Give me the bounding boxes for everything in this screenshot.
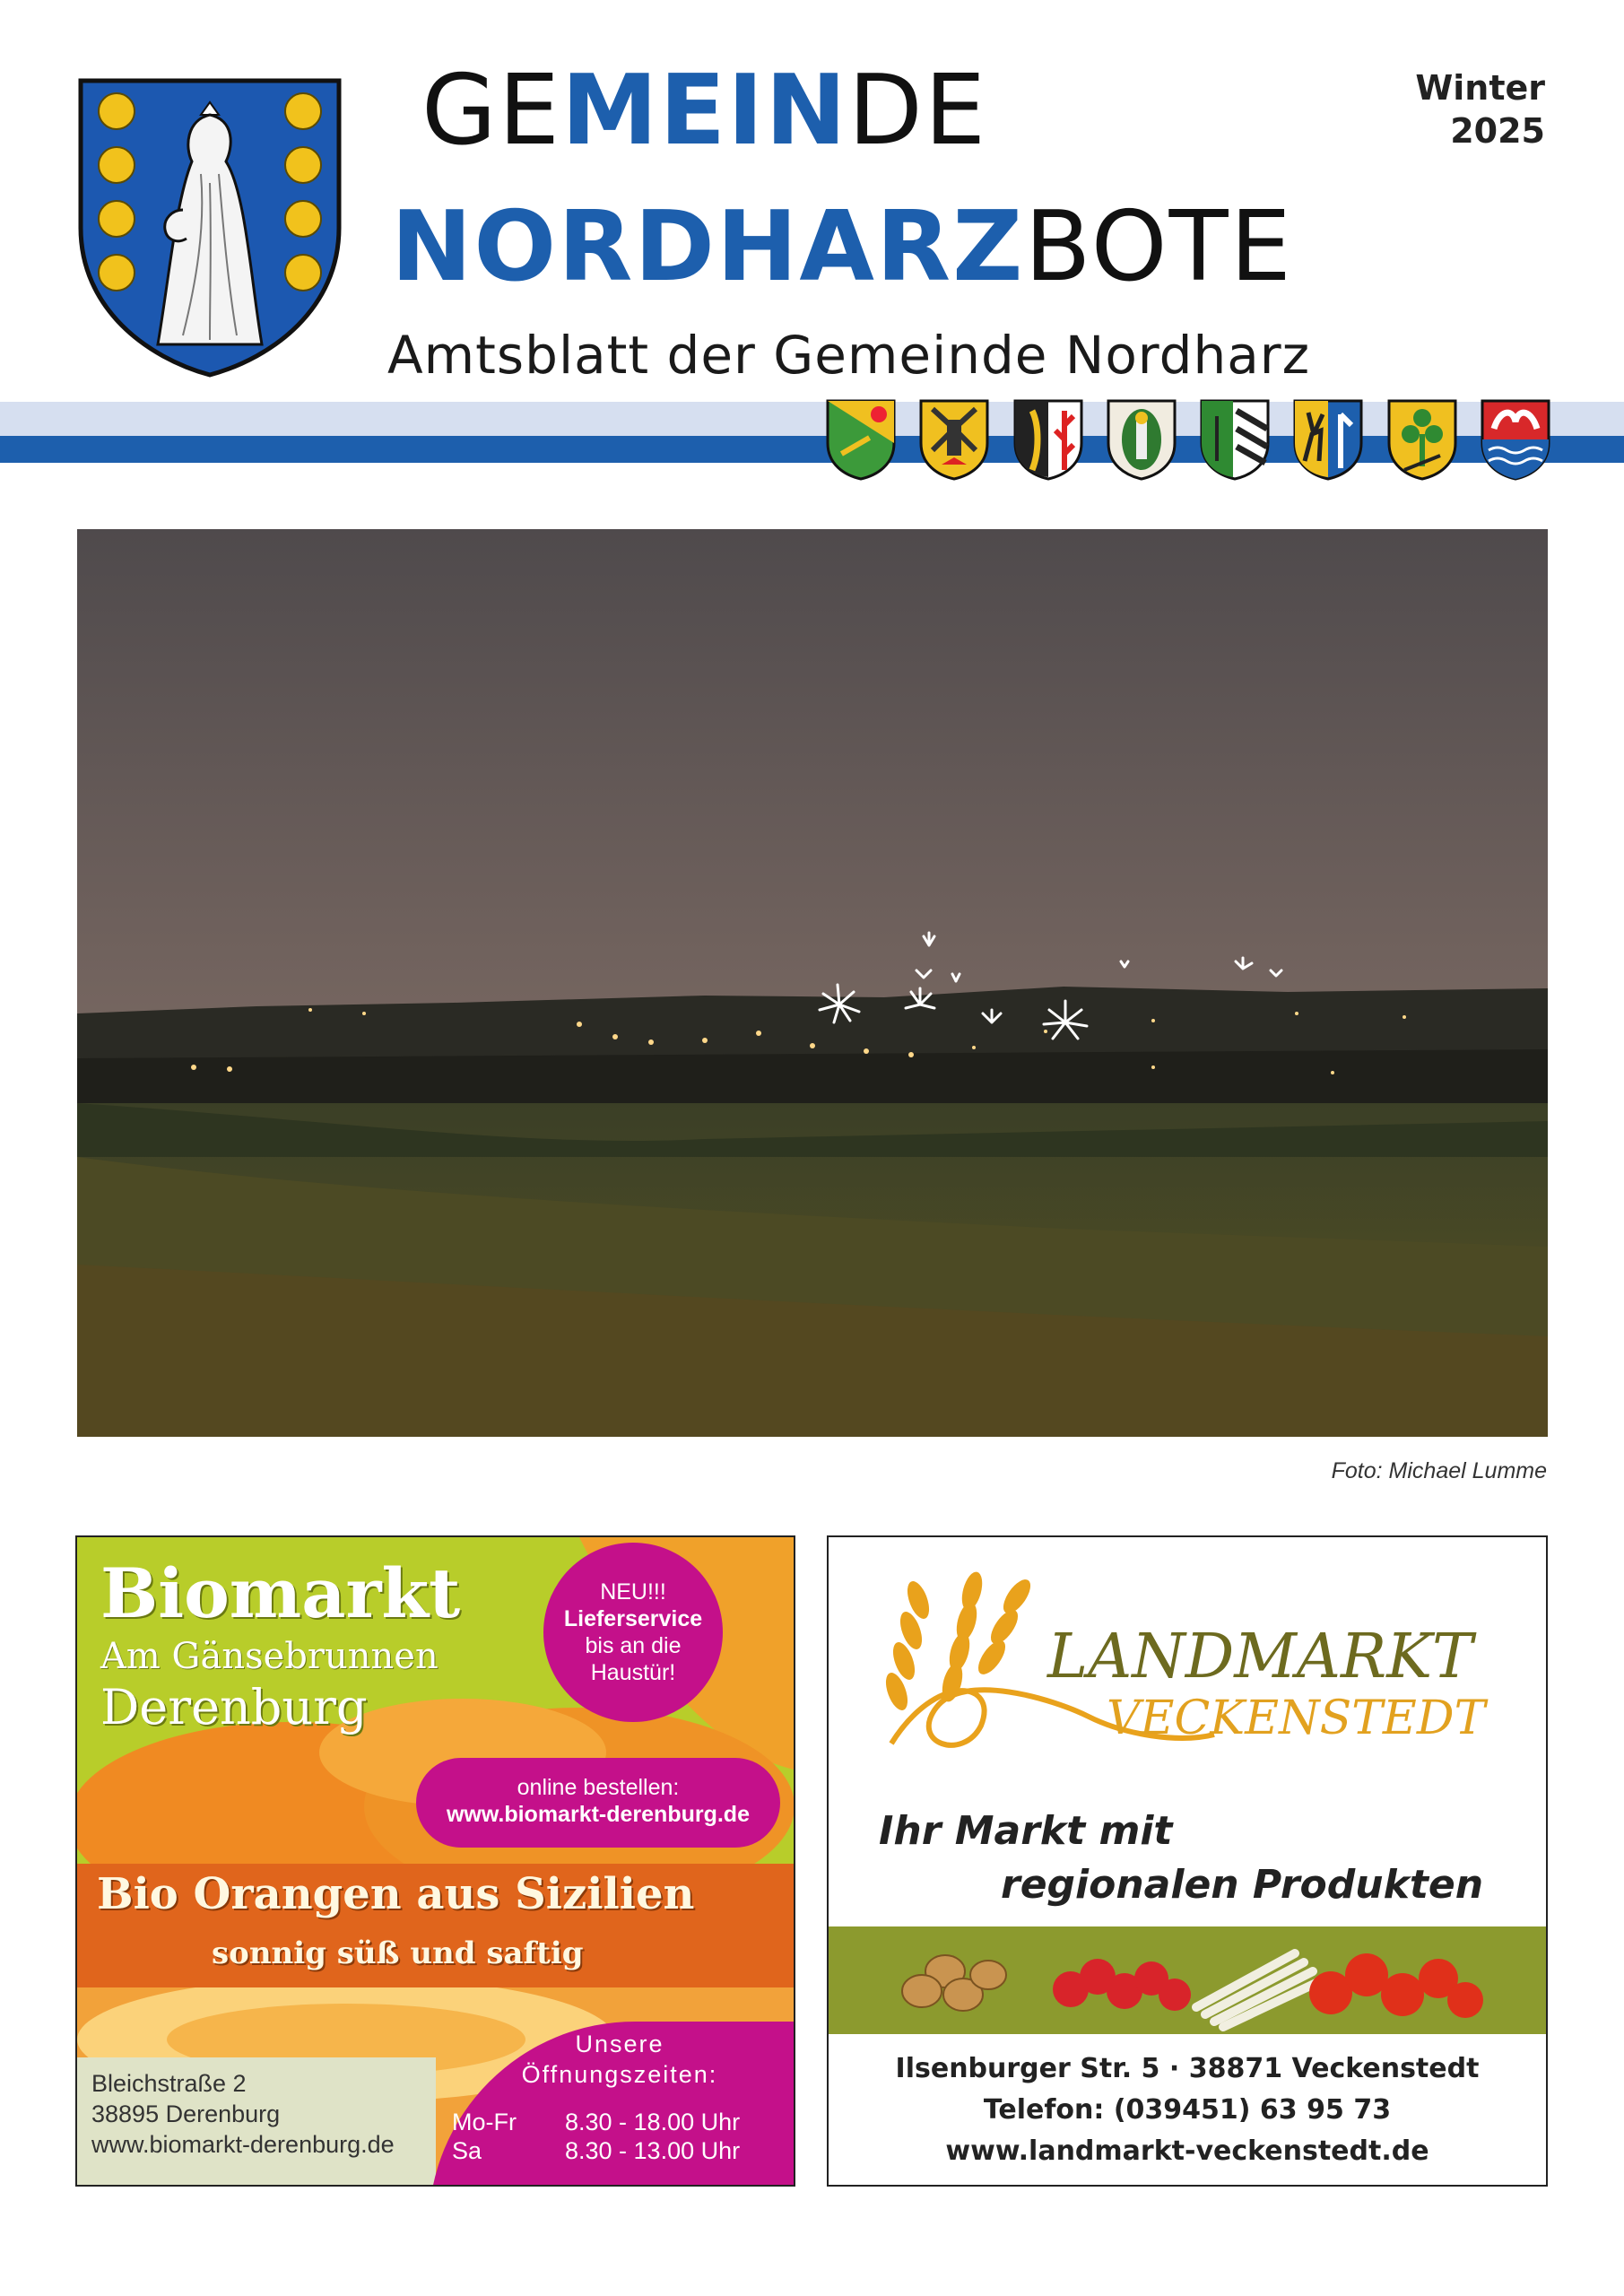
badge-line: Lieferservice (563, 1606, 703, 1631)
opening-hours-list (452, 2108, 740, 2165)
municipality-crest (75, 75, 344, 380)
masthead-title-highlight: NORDHARZ (391, 191, 1025, 303)
issue-date (1415, 66, 1545, 152)
masthead-title-part: DE (847, 55, 988, 167)
masthead-title-part: GE (421, 55, 561, 167)
district-crest (1012, 398, 1084, 481)
district-crests (825, 398, 1551, 481)
district-crest (1199, 398, 1271, 481)
address-line: 38895 Derenburg (91, 2100, 281, 2127)
address-line: Bleichstraße 2 (91, 2070, 247, 2097)
landmarkt-advert[interactable] (827, 1535, 1548, 2187)
cover-photo (77, 529, 1548, 1437)
hours-title-line: Öffnungszeiten: (521, 2061, 718, 2088)
delivery-service-badge (543, 1543, 723, 1722)
landmarkt-phone[interactable]: Telefon: (039451) 63 95 73 (983, 2094, 1392, 2126)
landmarkt-location: VECKENSTEDT (1107, 1692, 1486, 1745)
hours-row (452, 2136, 740, 2165)
masthead-title-part: BOTE (1024, 191, 1293, 303)
biomarkt-address (91, 2068, 395, 2160)
hours-days: Sa (452, 2137, 482, 2164)
online-order-pill[interactable] (416, 1758, 780, 1848)
online-order-label: online bestellen: (517, 1775, 680, 1800)
issue-season: Winter (1415, 68, 1545, 108)
products-illustration (829, 1926, 1548, 2034)
district-crest (1386, 398, 1458, 481)
online-order-link[interactable]: www.biomarkt-derenburg.de (446, 1802, 750, 1827)
district-crest (1480, 398, 1551, 481)
biomarkt-headline: Bio Orangen aus Sizilien (97, 1869, 695, 1919)
landmarkt-web-link[interactable]: www.landmarkt-veckenstedt.de (945, 2135, 1429, 2167)
district-crest (1106, 398, 1177, 481)
hours-days: Mo-Fr (452, 2109, 517, 2135)
landmarkt-contact (829, 2048, 1546, 2172)
biomarkt-advert[interactable] (75, 1535, 795, 2187)
masthead-title-line1 (421, 55, 988, 167)
hours-time: 8.30 - 13.00 Uhr (565, 2137, 741, 2164)
biomarkt-name: Biomarkt (100, 1553, 461, 1633)
opening-hours-title (490, 2029, 750, 2090)
products-band (829, 1926, 1548, 2034)
badge-line: NEU!!! (600, 1579, 666, 1605)
landmarkt-address: Ilsenburger Str. 5 · 38871 Veckenstedt (895, 2053, 1480, 2084)
hours-row (452, 2108, 740, 2136)
photo-credit: Foto: Michael Lumme (1331, 1458, 1547, 1483)
badge-line: Haustür! (590, 1660, 676, 1685)
masthead-subtitle: Amtsblatt der Gemeinde Nordharz (387, 325, 1311, 386)
district-crest (825, 398, 897, 481)
masthead-title-highlight: MEIN (560, 55, 848, 167)
biomarkt-tagline: sonnig süß und saftig (212, 1935, 584, 1971)
landmarkt-slogan-line2: regionalen Produkten (1001, 1862, 1484, 1908)
hours-time: 8.30 - 18.00 Uhr (565, 2109, 741, 2135)
district-crest (1292, 398, 1364, 481)
landmarkt-name: LANDMARKT (1047, 1622, 1473, 1692)
issue-year: 2025 (1450, 111, 1545, 151)
masthead-title-line2 (391, 191, 1293, 303)
biomarkt-location-line2: Derenburg (100, 1679, 368, 1735)
badge-line: bis an die (585, 1633, 682, 1658)
landmarkt-slogan-line1: Ihr Markt mit (879, 1808, 1173, 1854)
hours-title-line: Unsere (575, 2031, 664, 2057)
biomarkt-location-line1: Am Gänsebrunnen (100, 1636, 439, 1677)
district-crest (918, 398, 990, 481)
address-web-link[interactable]: www.biomarkt-derenburg.de (91, 2131, 395, 2158)
